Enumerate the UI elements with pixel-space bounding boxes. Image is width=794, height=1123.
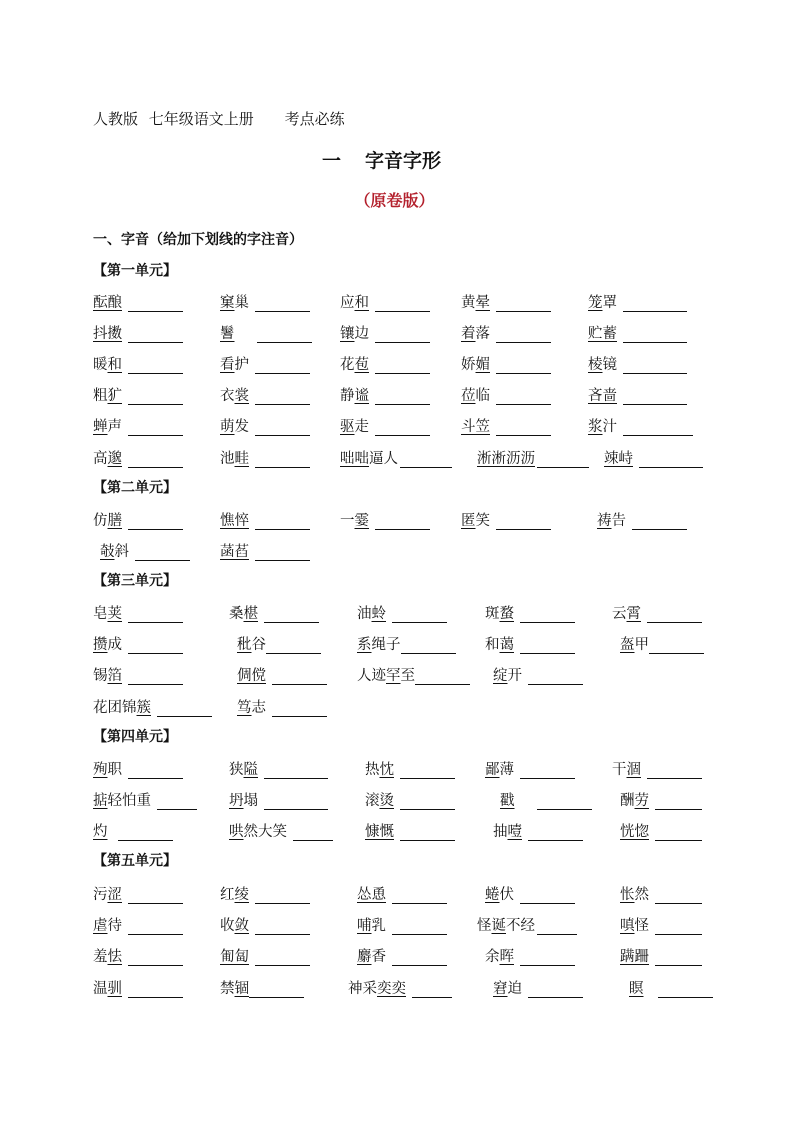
word-item bbox=[220, 882, 310, 904]
word-text: 棱镜 bbox=[588, 357, 617, 373]
answer-blank[interactable] bbox=[528, 981, 583, 998]
answer-blank[interactable] bbox=[128, 419, 183, 436]
exercise-row bbox=[0, 290, 794, 312]
answer-blank[interactable] bbox=[375, 388, 430, 405]
answer-blank[interactable] bbox=[272, 668, 327, 685]
word-text: 污涩 bbox=[93, 887, 122, 903]
word-item bbox=[93, 757, 183, 779]
word-text: 酝酿 bbox=[93, 295, 122, 311]
word-text: 麝香 bbox=[357, 949, 386, 965]
word-item bbox=[357, 882, 447, 904]
word-text: 灼 bbox=[93, 824, 108, 840]
word-text: 怪诞不经 bbox=[477, 918, 535, 934]
answer-blank[interactable] bbox=[520, 762, 575, 779]
word-item bbox=[493, 663, 583, 685]
word-text: 静谧 bbox=[340, 388, 369, 404]
word-item bbox=[365, 819, 455, 841]
word-text: 温驯 bbox=[93, 981, 122, 997]
answer-blank[interactable] bbox=[658, 981, 713, 998]
word-text: 笃志 bbox=[237, 700, 266, 716]
word-item bbox=[229, 601, 319, 623]
word-item bbox=[357, 601, 447, 623]
answer-blank[interactable] bbox=[118, 824, 173, 841]
exercise-row bbox=[0, 663, 794, 685]
word-item bbox=[229, 819, 333, 841]
answer-blank[interactable] bbox=[528, 668, 583, 685]
word-text: 瞑 bbox=[629, 981, 644, 997]
word-text: 收敛 bbox=[220, 918, 249, 934]
word-item bbox=[461, 290, 551, 312]
word-item bbox=[461, 383, 551, 405]
word-text: 皂荚 bbox=[93, 606, 122, 622]
answer-blank[interactable] bbox=[255, 419, 310, 436]
word-item bbox=[93, 290, 183, 312]
exercise-row bbox=[0, 695, 794, 717]
word-text: 池畦 bbox=[220, 451, 249, 467]
word-item bbox=[93, 882, 183, 904]
word-item bbox=[93, 414, 183, 436]
unit-heading: 【第三单元】 bbox=[93, 573, 177, 589]
answer-blank[interactable] bbox=[496, 326, 551, 343]
answer-blank[interactable] bbox=[400, 824, 455, 841]
word-item bbox=[620, 944, 702, 966]
exercise-row bbox=[0, 976, 794, 998]
unit-heading: 【第四单元】 bbox=[93, 729, 177, 745]
word-item bbox=[237, 663, 327, 685]
word-text: 匿笑 bbox=[461, 513, 490, 529]
word-item bbox=[229, 788, 328, 810]
word-text: 贮蓄 bbox=[588, 326, 617, 342]
word-text: 花团锦簇 bbox=[93, 700, 151, 716]
word-text: 酬劳 bbox=[620, 793, 649, 809]
answer-blank[interactable] bbox=[255, 887, 310, 904]
exercise-row bbox=[0, 913, 794, 935]
answer-blank[interactable] bbox=[128, 326, 183, 343]
word-item bbox=[93, 976, 183, 998]
answer-blank[interactable] bbox=[128, 451, 183, 468]
word-text: 镶边 bbox=[340, 326, 369, 342]
word-text: 驱走 bbox=[340, 419, 369, 435]
word-item bbox=[588, 383, 687, 405]
answer-blank[interactable] bbox=[647, 762, 702, 779]
answer-blank[interactable] bbox=[649, 637, 704, 654]
word-item bbox=[365, 788, 455, 810]
word-text: 娇媚 bbox=[461, 357, 490, 373]
answer-blank[interactable] bbox=[400, 762, 455, 779]
word-item bbox=[237, 695, 327, 717]
title-text: 字音字形 bbox=[365, 150, 442, 172]
word-item bbox=[604, 446, 703, 468]
word-text: 粗犷 bbox=[93, 388, 122, 404]
word-item bbox=[93, 913, 183, 935]
word-text: 坍塌 bbox=[229, 793, 258, 809]
word-text: 绽开 bbox=[493, 668, 522, 684]
word-item bbox=[93, 819, 173, 841]
word-item bbox=[365, 757, 455, 779]
answer-blank[interactable] bbox=[128, 981, 183, 998]
word-text: 萌发 bbox=[220, 419, 249, 435]
answer-blank[interactable] bbox=[255, 918, 310, 935]
word-item bbox=[93, 321, 183, 343]
word-item bbox=[93, 601, 183, 623]
exercise-row bbox=[0, 757, 794, 779]
answer-blank[interactable] bbox=[623, 326, 687, 343]
word-item bbox=[340, 383, 430, 405]
answer-blank[interactable] bbox=[255, 949, 310, 966]
unit-heading: 【第一单元】 bbox=[93, 263, 177, 279]
version-label: （原卷版） bbox=[354, 191, 435, 210]
word-item bbox=[612, 601, 702, 623]
answer-blank[interactable] bbox=[128, 887, 183, 904]
word-item bbox=[93, 508, 183, 530]
word-item bbox=[220, 913, 310, 935]
answer-blank[interactable] bbox=[623, 388, 687, 405]
word-item bbox=[357, 632, 456, 654]
word-text: 攒成 bbox=[93, 637, 122, 653]
answer-blank[interactable] bbox=[128, 606, 183, 623]
word-text: 虐待 bbox=[93, 918, 122, 934]
word-item bbox=[229, 757, 328, 779]
unit-heading: 【第五单元】 bbox=[93, 853, 177, 869]
answer-blank[interactable] bbox=[655, 918, 702, 935]
word-item bbox=[357, 663, 470, 685]
header-grade: 七年级语文上册 bbox=[148, 110, 254, 128]
word-item bbox=[93, 788, 197, 810]
answer-blank[interactable] bbox=[375, 295, 430, 312]
word-text: 暖和 bbox=[93, 357, 122, 373]
word-text: 掂轻怕重 bbox=[93, 793, 151, 809]
exercise-row bbox=[0, 414, 794, 436]
word-text: 攲斜 bbox=[100, 544, 129, 560]
answer-blank[interactable] bbox=[623, 295, 687, 312]
word-text: 油蛉 bbox=[357, 606, 386, 622]
word-text: 系绳子 bbox=[357, 637, 401, 653]
exercise-row bbox=[0, 882, 794, 904]
word-text: 戳 bbox=[500, 793, 515, 809]
exercise-row bbox=[0, 446, 794, 468]
exercise-row bbox=[0, 632, 794, 654]
answer-blank[interactable] bbox=[264, 762, 328, 779]
answer-blank[interactable] bbox=[496, 388, 551, 405]
word-text: 热忱 bbox=[365, 762, 394, 778]
word-item bbox=[340, 352, 430, 374]
answer-blank[interactable] bbox=[128, 668, 183, 685]
word-text: 红绫 bbox=[220, 887, 249, 903]
answer-blank[interactable] bbox=[135, 544, 190, 561]
word-item bbox=[612, 757, 702, 779]
word-item bbox=[340, 446, 452, 468]
word-text: 倜傥 bbox=[237, 668, 266, 684]
word-item bbox=[485, 757, 575, 779]
answer-blank[interactable] bbox=[496, 513, 551, 530]
answer-blank[interactable] bbox=[293, 824, 333, 841]
word-item bbox=[620, 632, 704, 654]
answer-blank[interactable] bbox=[639, 451, 703, 468]
word-text: 干涸 bbox=[612, 762, 641, 778]
word-text: 慷慨 bbox=[365, 824, 394, 840]
word-text: 莅临 bbox=[461, 388, 490, 404]
word-text: 菡萏 bbox=[220, 544, 249, 560]
word-item bbox=[588, 414, 693, 436]
answer-blank[interactable] bbox=[255, 513, 310, 530]
answer-blank[interactable] bbox=[257, 326, 312, 343]
word-text: 神采奕奕 bbox=[348, 981, 406, 997]
exercise-row bbox=[0, 352, 794, 374]
word-text: 高邈 bbox=[93, 451, 122, 467]
answer-blank[interactable] bbox=[255, 451, 310, 468]
word-text: 和蔼 bbox=[485, 637, 514, 653]
answer-blank[interactable] bbox=[496, 295, 551, 312]
word-item bbox=[485, 632, 575, 654]
word-text: 抖擞 bbox=[93, 326, 122, 342]
exercise-row bbox=[0, 539, 794, 561]
word-text: 憔悴 bbox=[220, 513, 249, 529]
exercise-row bbox=[0, 508, 794, 530]
answer-blank[interactable] bbox=[400, 451, 452, 468]
word-item bbox=[220, 352, 310, 374]
answer-blank[interactable] bbox=[392, 606, 447, 623]
word-item bbox=[477, 913, 577, 935]
answer-blank[interactable] bbox=[496, 357, 551, 374]
word-item bbox=[237, 632, 321, 654]
word-item bbox=[340, 414, 430, 436]
answer-blank[interactable] bbox=[272, 700, 327, 717]
word-text: 咄咄逼人 bbox=[340, 451, 398, 467]
word-item bbox=[220, 539, 310, 561]
answer-blank[interactable] bbox=[255, 357, 310, 374]
word-item bbox=[100, 539, 190, 561]
word-item bbox=[93, 383, 183, 405]
word-item bbox=[220, 383, 310, 405]
exercise-row bbox=[0, 788, 794, 810]
word-text: 哺乳 bbox=[357, 918, 386, 934]
word-text: 蜷伏 bbox=[485, 887, 514, 903]
word-item bbox=[220, 321, 312, 343]
answer-blank[interactable] bbox=[375, 357, 430, 374]
answer-blank[interactable] bbox=[375, 419, 430, 436]
word-text: 仿膳 bbox=[93, 513, 122, 529]
word-item bbox=[340, 508, 430, 530]
answer-blank[interactable] bbox=[128, 295, 183, 312]
word-item bbox=[93, 695, 212, 717]
word-text: 看护 bbox=[220, 357, 249, 373]
word-item bbox=[220, 944, 310, 966]
word-item bbox=[485, 882, 575, 904]
answer-blank[interactable] bbox=[249, 981, 304, 998]
word-text: 黄晕 bbox=[461, 295, 490, 311]
word-text: 蹒跚 bbox=[620, 949, 649, 965]
answer-blank[interactable] bbox=[255, 295, 310, 312]
word-item bbox=[340, 290, 430, 312]
word-text: 一霎 bbox=[340, 513, 369, 529]
word-item bbox=[620, 913, 702, 935]
word-item bbox=[357, 913, 447, 935]
word-text: 余晖 bbox=[485, 949, 514, 965]
word-item bbox=[220, 414, 310, 436]
word-item bbox=[493, 976, 583, 998]
word-item bbox=[340, 321, 430, 343]
word-item bbox=[629, 976, 713, 998]
word-item bbox=[93, 352, 183, 374]
word-text: 衣裳 bbox=[220, 388, 249, 404]
answer-blank[interactable] bbox=[128, 918, 183, 935]
answer-blank[interactable] bbox=[520, 949, 575, 966]
answer-blank[interactable] bbox=[520, 637, 575, 654]
answer-blank[interactable] bbox=[128, 762, 183, 779]
section-title: 一、字音（给加下划线的字注音） bbox=[93, 232, 303, 248]
word-text: 殉职 bbox=[93, 762, 122, 778]
word-item bbox=[485, 601, 575, 623]
answer-blank[interactable] bbox=[128, 357, 183, 374]
answer-blank[interactable] bbox=[157, 793, 197, 810]
answer-blank[interactable] bbox=[647, 606, 702, 623]
word-text: 应和 bbox=[340, 295, 369, 311]
answer-blank[interactable] bbox=[632, 513, 687, 530]
word-item bbox=[597, 508, 687, 530]
word-item bbox=[620, 788, 702, 810]
answer-blank[interactable] bbox=[520, 606, 575, 623]
answer-blank[interactable] bbox=[128, 949, 183, 966]
title-number: 一 bbox=[322, 150, 342, 172]
word-item bbox=[220, 290, 310, 312]
answer-blank[interactable] bbox=[392, 949, 447, 966]
word-text: 锡箔 bbox=[93, 668, 122, 684]
word-item bbox=[620, 819, 702, 841]
answer-blank[interactable] bbox=[520, 887, 575, 904]
word-text: 吝啬 bbox=[588, 388, 617, 404]
answer-blank[interactable] bbox=[264, 606, 319, 623]
word-item bbox=[461, 508, 551, 530]
word-text: 狭隘 bbox=[229, 762, 258, 778]
header-edition: 人教版 bbox=[93, 110, 139, 128]
exercise-row bbox=[0, 819, 794, 841]
document-header bbox=[93, 108, 345, 129]
word-text: 鄙薄 bbox=[485, 762, 514, 778]
word-text: 匍匐 bbox=[220, 949, 249, 965]
word-text: 窠巢 bbox=[220, 295, 249, 311]
word-item bbox=[93, 446, 183, 468]
answer-blank[interactable] bbox=[266, 637, 321, 654]
answer-blank[interactable] bbox=[255, 544, 310, 561]
word-item bbox=[220, 446, 310, 468]
word-text: 斑蝥 bbox=[485, 606, 514, 622]
word-item bbox=[348, 976, 452, 998]
answer-blank[interactable] bbox=[623, 419, 693, 436]
answer-blank[interactable] bbox=[128, 637, 183, 654]
exercise-row bbox=[0, 944, 794, 966]
word-item bbox=[93, 632, 183, 654]
word-item bbox=[477, 446, 589, 468]
word-item bbox=[485, 944, 575, 966]
word-text: 窘迫 bbox=[493, 981, 522, 997]
unit-heading: 【第二单元】 bbox=[93, 480, 177, 496]
word-item bbox=[588, 290, 687, 312]
answer-blank[interactable] bbox=[655, 887, 702, 904]
word-item bbox=[93, 663, 183, 685]
word-text: 斗笠 bbox=[461, 419, 490, 435]
word-item bbox=[357, 944, 447, 966]
word-text: 浆汁 bbox=[588, 419, 617, 435]
word-text: 怅然 bbox=[620, 887, 649, 903]
answer-blank[interactable] bbox=[537, 793, 592, 810]
word-text: 恍惚 bbox=[620, 824, 649, 840]
word-item bbox=[220, 976, 304, 998]
answer-blank[interactable] bbox=[623, 357, 687, 374]
word-item bbox=[588, 321, 687, 343]
answer-blank[interactable] bbox=[655, 793, 702, 810]
word-text: 人迹罕至 bbox=[357, 668, 415, 684]
answer-blank[interactable] bbox=[400, 793, 455, 810]
header-practice: 考点必练 bbox=[284, 110, 345, 128]
word-text: 着落 bbox=[461, 326, 490, 342]
word-text: 蝉声 bbox=[93, 419, 122, 435]
word-item bbox=[493, 819, 583, 841]
answer-blank[interactable] bbox=[496, 419, 551, 436]
answer-blank[interactable] bbox=[392, 887, 447, 904]
answer-blank[interactable] bbox=[412, 981, 452, 998]
answer-blank[interactable] bbox=[375, 513, 430, 530]
answer-blank[interactable] bbox=[375, 326, 430, 343]
word-text: 盔甲 bbox=[620, 637, 649, 653]
word-text: 禁锢 bbox=[220, 981, 249, 997]
word-text: 怂恿 bbox=[357, 887, 386, 903]
word-text: 嗔怪 bbox=[620, 918, 649, 934]
answer-blank[interactable] bbox=[415, 668, 470, 685]
exercise-row bbox=[0, 383, 794, 405]
answer-blank[interactable] bbox=[528, 824, 583, 841]
answer-blank[interactable] bbox=[157, 700, 212, 717]
word-text: 竦峙 bbox=[604, 451, 633, 467]
answer-blank[interactable] bbox=[655, 949, 702, 966]
word-text: 滚烫 bbox=[365, 793, 394, 809]
word-item bbox=[588, 352, 687, 374]
word-text: 花苞 bbox=[340, 357, 369, 373]
answer-blank[interactable] bbox=[655, 824, 702, 841]
word-text: 笼罩 bbox=[588, 295, 617, 311]
word-item bbox=[461, 321, 551, 343]
word-text: 祷告 bbox=[597, 513, 626, 529]
answer-blank[interactable] bbox=[128, 513, 183, 530]
word-text: 哄然大笑 bbox=[229, 824, 287, 840]
word-item bbox=[620, 882, 702, 904]
answer-blank[interactable] bbox=[264, 793, 328, 810]
answer-blank[interactable] bbox=[537, 451, 589, 468]
answer-blank[interactable] bbox=[128, 388, 183, 405]
word-item bbox=[220, 508, 310, 530]
word-text: 淅淅沥沥 bbox=[477, 451, 535, 467]
word-text: 抽噎 bbox=[493, 824, 522, 840]
word-text: 秕谷 bbox=[237, 637, 266, 653]
word-item bbox=[93, 944, 183, 966]
word-item bbox=[461, 414, 551, 436]
word-item bbox=[500, 788, 592, 810]
exercise-row bbox=[0, 321, 794, 343]
word-item bbox=[461, 352, 551, 374]
exercise-row bbox=[0, 601, 794, 623]
answer-blank[interactable] bbox=[255, 388, 310, 405]
answer-blank[interactable] bbox=[537, 918, 577, 935]
word-text: 桑椹 bbox=[229, 606, 258, 622]
word-text: 鬐 bbox=[220, 326, 235, 342]
word-text: 羞怯 bbox=[93, 949, 122, 965]
word-text: 云霄 bbox=[612, 606, 641, 622]
answer-blank[interactable] bbox=[401, 637, 456, 654]
answer-blank[interactable] bbox=[392, 918, 447, 935]
